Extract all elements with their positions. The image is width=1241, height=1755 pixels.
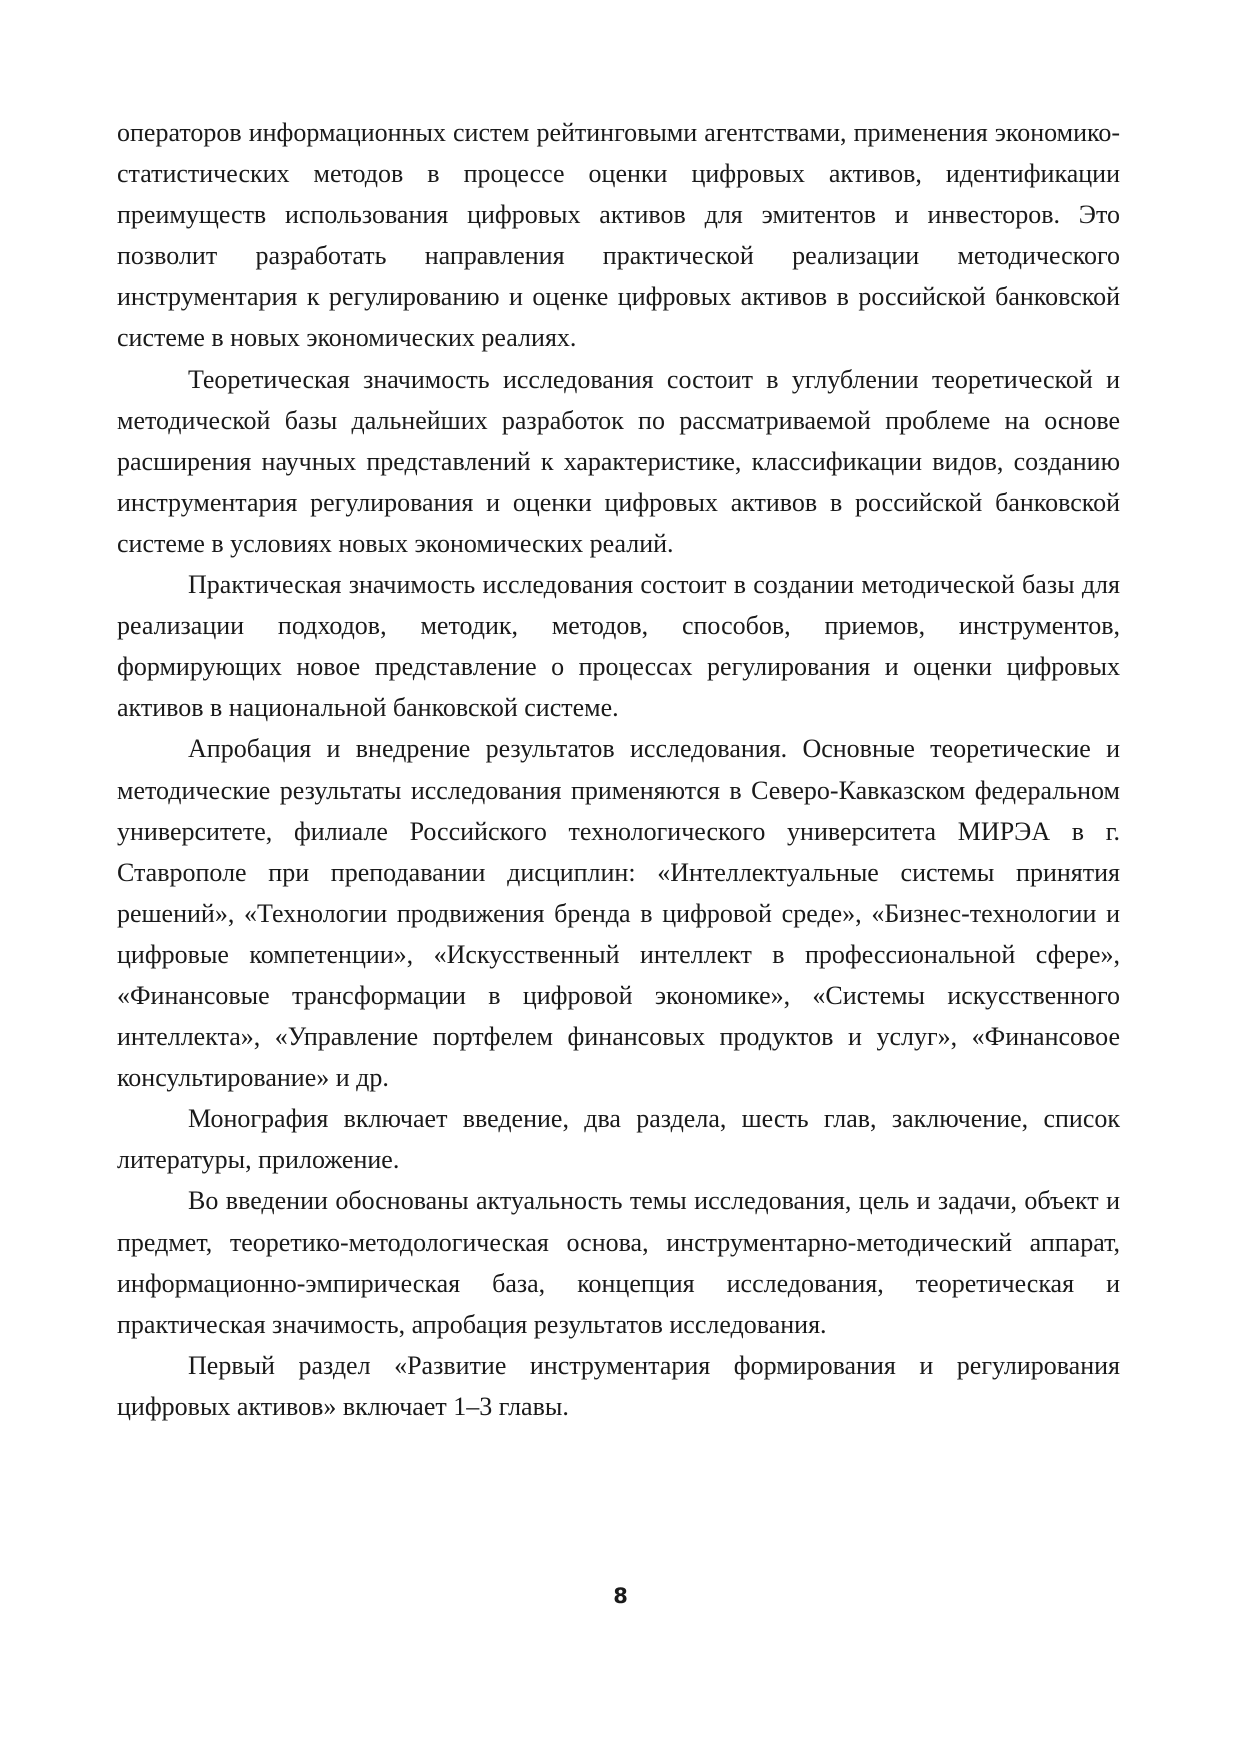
- paragraph: операторов информационных систем рейтинговыми агентствами, применения экономико-статистических методов в процессе оценки цифровых активов, идентификации преимуществ использования цифровых активов для эмитентов и инвесторов. Это позволит разработать направления практической реализации методического инструментария к регулированию и оценке цифровых активов в российской банковской системе в новых экономических реалиях.: [117, 118, 1120, 353]
- paragraph: Монография включает введение, два раздела, шесть глав, заключение, список литературы, приложение.: [117, 1104, 1120, 1175]
- paragraph: Первый раздел «Развитие инструментария формирования и регулирования цифровых активов» включает 1–3 главы.: [117, 1350, 1120, 1421]
- paragraph: Практическая значимость исследования состоит в создании методической базы для реализации подходов, методик, методов, способов, приемов, инструментов, формирующих новое представление о процессах регулирования и оценки цифровых активов в национальной банковской системе.: [117, 570, 1120, 723]
- page-number: 8: [613, 1584, 628, 1608]
- paragraph: Во введении обоснованы актуальность темы исследования, цель и задачи, объект и предмет, теоретико-методологическая основа, инструментарно-методический аппарат, информационно-эмпирическая база, концепция исследования, теоретическая и практическая значимость, апробация результатов исследования.: [117, 1186, 1120, 1339]
- body-text: [117, 112, 1120, 1427]
- paragraph: Апробация и внедрение результатов исследования. Основные теоретические и методические результаты исследования применяются в Северо-Кавказском федеральном университете, филиале Российского технологического университета МИРЭА в г. Ставрополе при преподавании дисциплин: «Интеллектуальные системы принятия решений», «Технологии продвижения бренда в цифровой среде», «Бизнес-технологии и цифровые компетенции», «Искусственный интеллект в профессиональной сфере», «Финансовые трансформации в цифровой экономике», «Системы искусственного интеллекта», «Управление портфелем финансовых продуктов и услуг», «Финансовое консультирование» и др.: [117, 734, 1120, 1093]
- paragraph: Теоретическая значимость исследования состоит в углублении теоретической и методической базы дальнейших разработок по рассматриваемой проблеме на основе расширения научных представлений к характеристике, классификации видов, созданию инструментария регулирования и оценки цифровых активов в российской банковской системе в условиях новых экономических реалий.: [117, 364, 1120, 558]
